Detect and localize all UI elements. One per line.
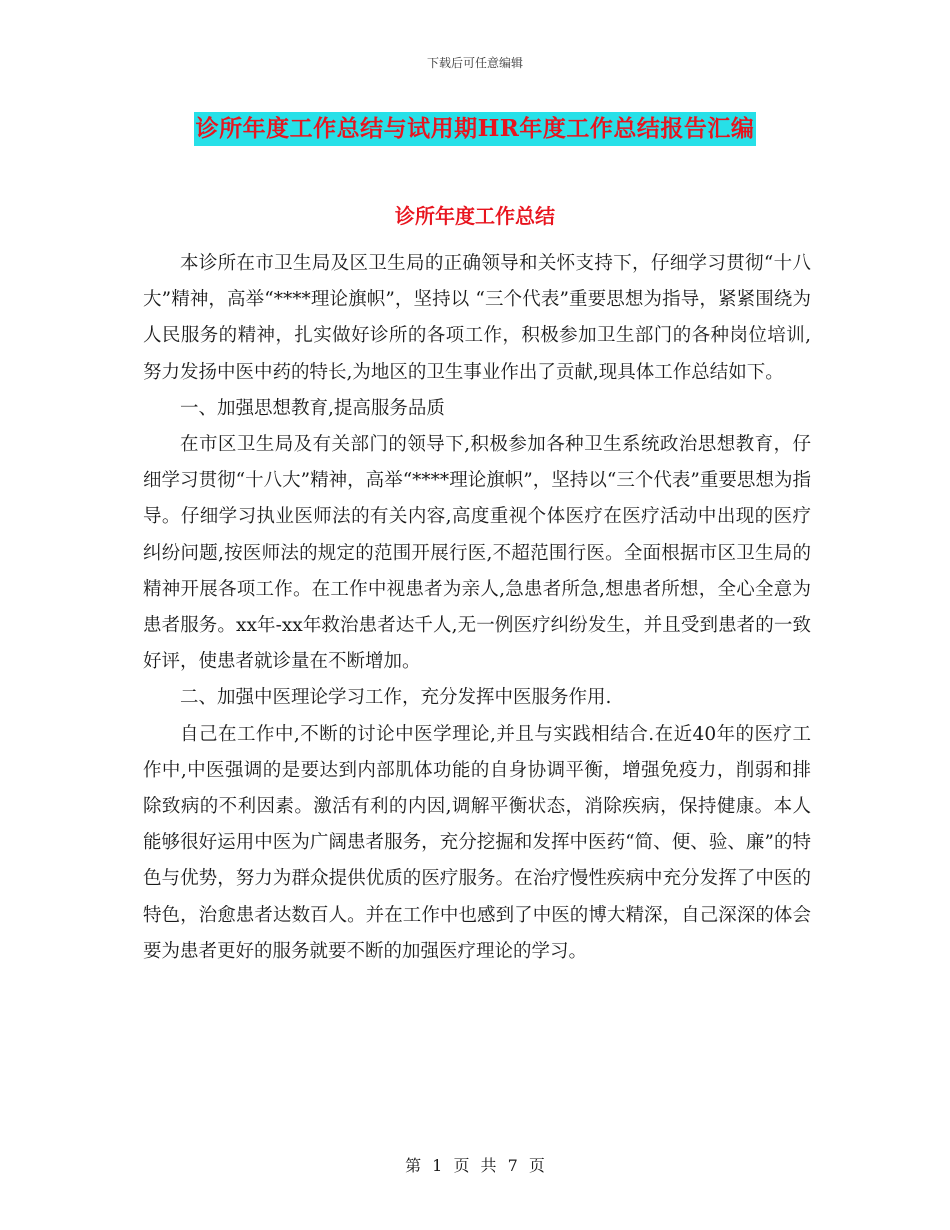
page-header-note: 下载后可任意编辑 [426, 56, 523, 70]
document-title: 诊所年度工作总结与试用期HR年度工作总结报告汇编 [194, 112, 757, 146]
document-title-container [0, 112, 950, 146]
heading-section-1: 一、加强思想教育,提高服务品质 [180, 397, 445, 419]
paragraph-intro: 本诊所在市卫生局及区卫生局的正确领导和关怀支持下，仔细学习贯彻“十八大”精神，高举“****理论旗帜”，坚持以 “三个代表”重要思想为指导，紧紧围绕为人民服务的精神，扎实做好诊所的各项工作，积极参加卫生部门的各种岗位培训,努力发扬中医中药的特长,为地区的卫生事业作出了贡献,现具体工作总结如下。 [143, 253, 811, 383]
section-title: 诊所年度工作总结 [395, 204, 555, 228]
paragraph-section-2: 自己在工作中,不断的讨论中医学理论,并且与实践相结合.在近40年的医疗工作中,中医强调的是要达到内部肌体功能的自身协调平衡，增强免疫力，削弱和排除致病的不利因素。激活有利的内因,调解平衡状态，消除疾病，保持健康。本人能够很好运用中医为广阔患者服务，充分挖掘和发挥中医药“简、便、验、廉”的特色与优势，努力为群众提供优质的医疗服务。在治疗慢性疾病中充分发挥了中医的特色，治愈患者达数百人。并在工作中也感到了中医的博大精深，自己深深的体会要为患者更好的服务就要不断的加强医疗理论的学习。 [143, 723, 811, 962]
document-body [143, 246, 811, 970]
heading-section-2: 二、加强中医理论学习工作，充分发挥中医服务作用. [180, 687, 612, 709]
paragraph-section-1: 在市区卫生局及有关部门的领导下,积极参加各种卫生系统政治思想教育，仔细学习贯彻“十八大”精神，高举“****理论旗帜”，坚持以“三个代表”重要思想为指导。仔细学习执业医师法的有关内容,高度重视个体医疗在医疗活动中出现的医疗纠纷问题,按医师法的规定的范围开展行医,不超范围行医。全面根据市区卫生局的精神开展各项工作。在工作中视患者为亲人,急患者所急,想患者所想，全心全意为患者服务。xx年-xx年救治患者达千人,无一例医疗纠纷发生，并且受到患者的一致好评，使患者就诊量在不断增加。 [143, 434, 811, 673]
page-number: 第 1 页 共 7 页 [405, 1156, 545, 1175]
